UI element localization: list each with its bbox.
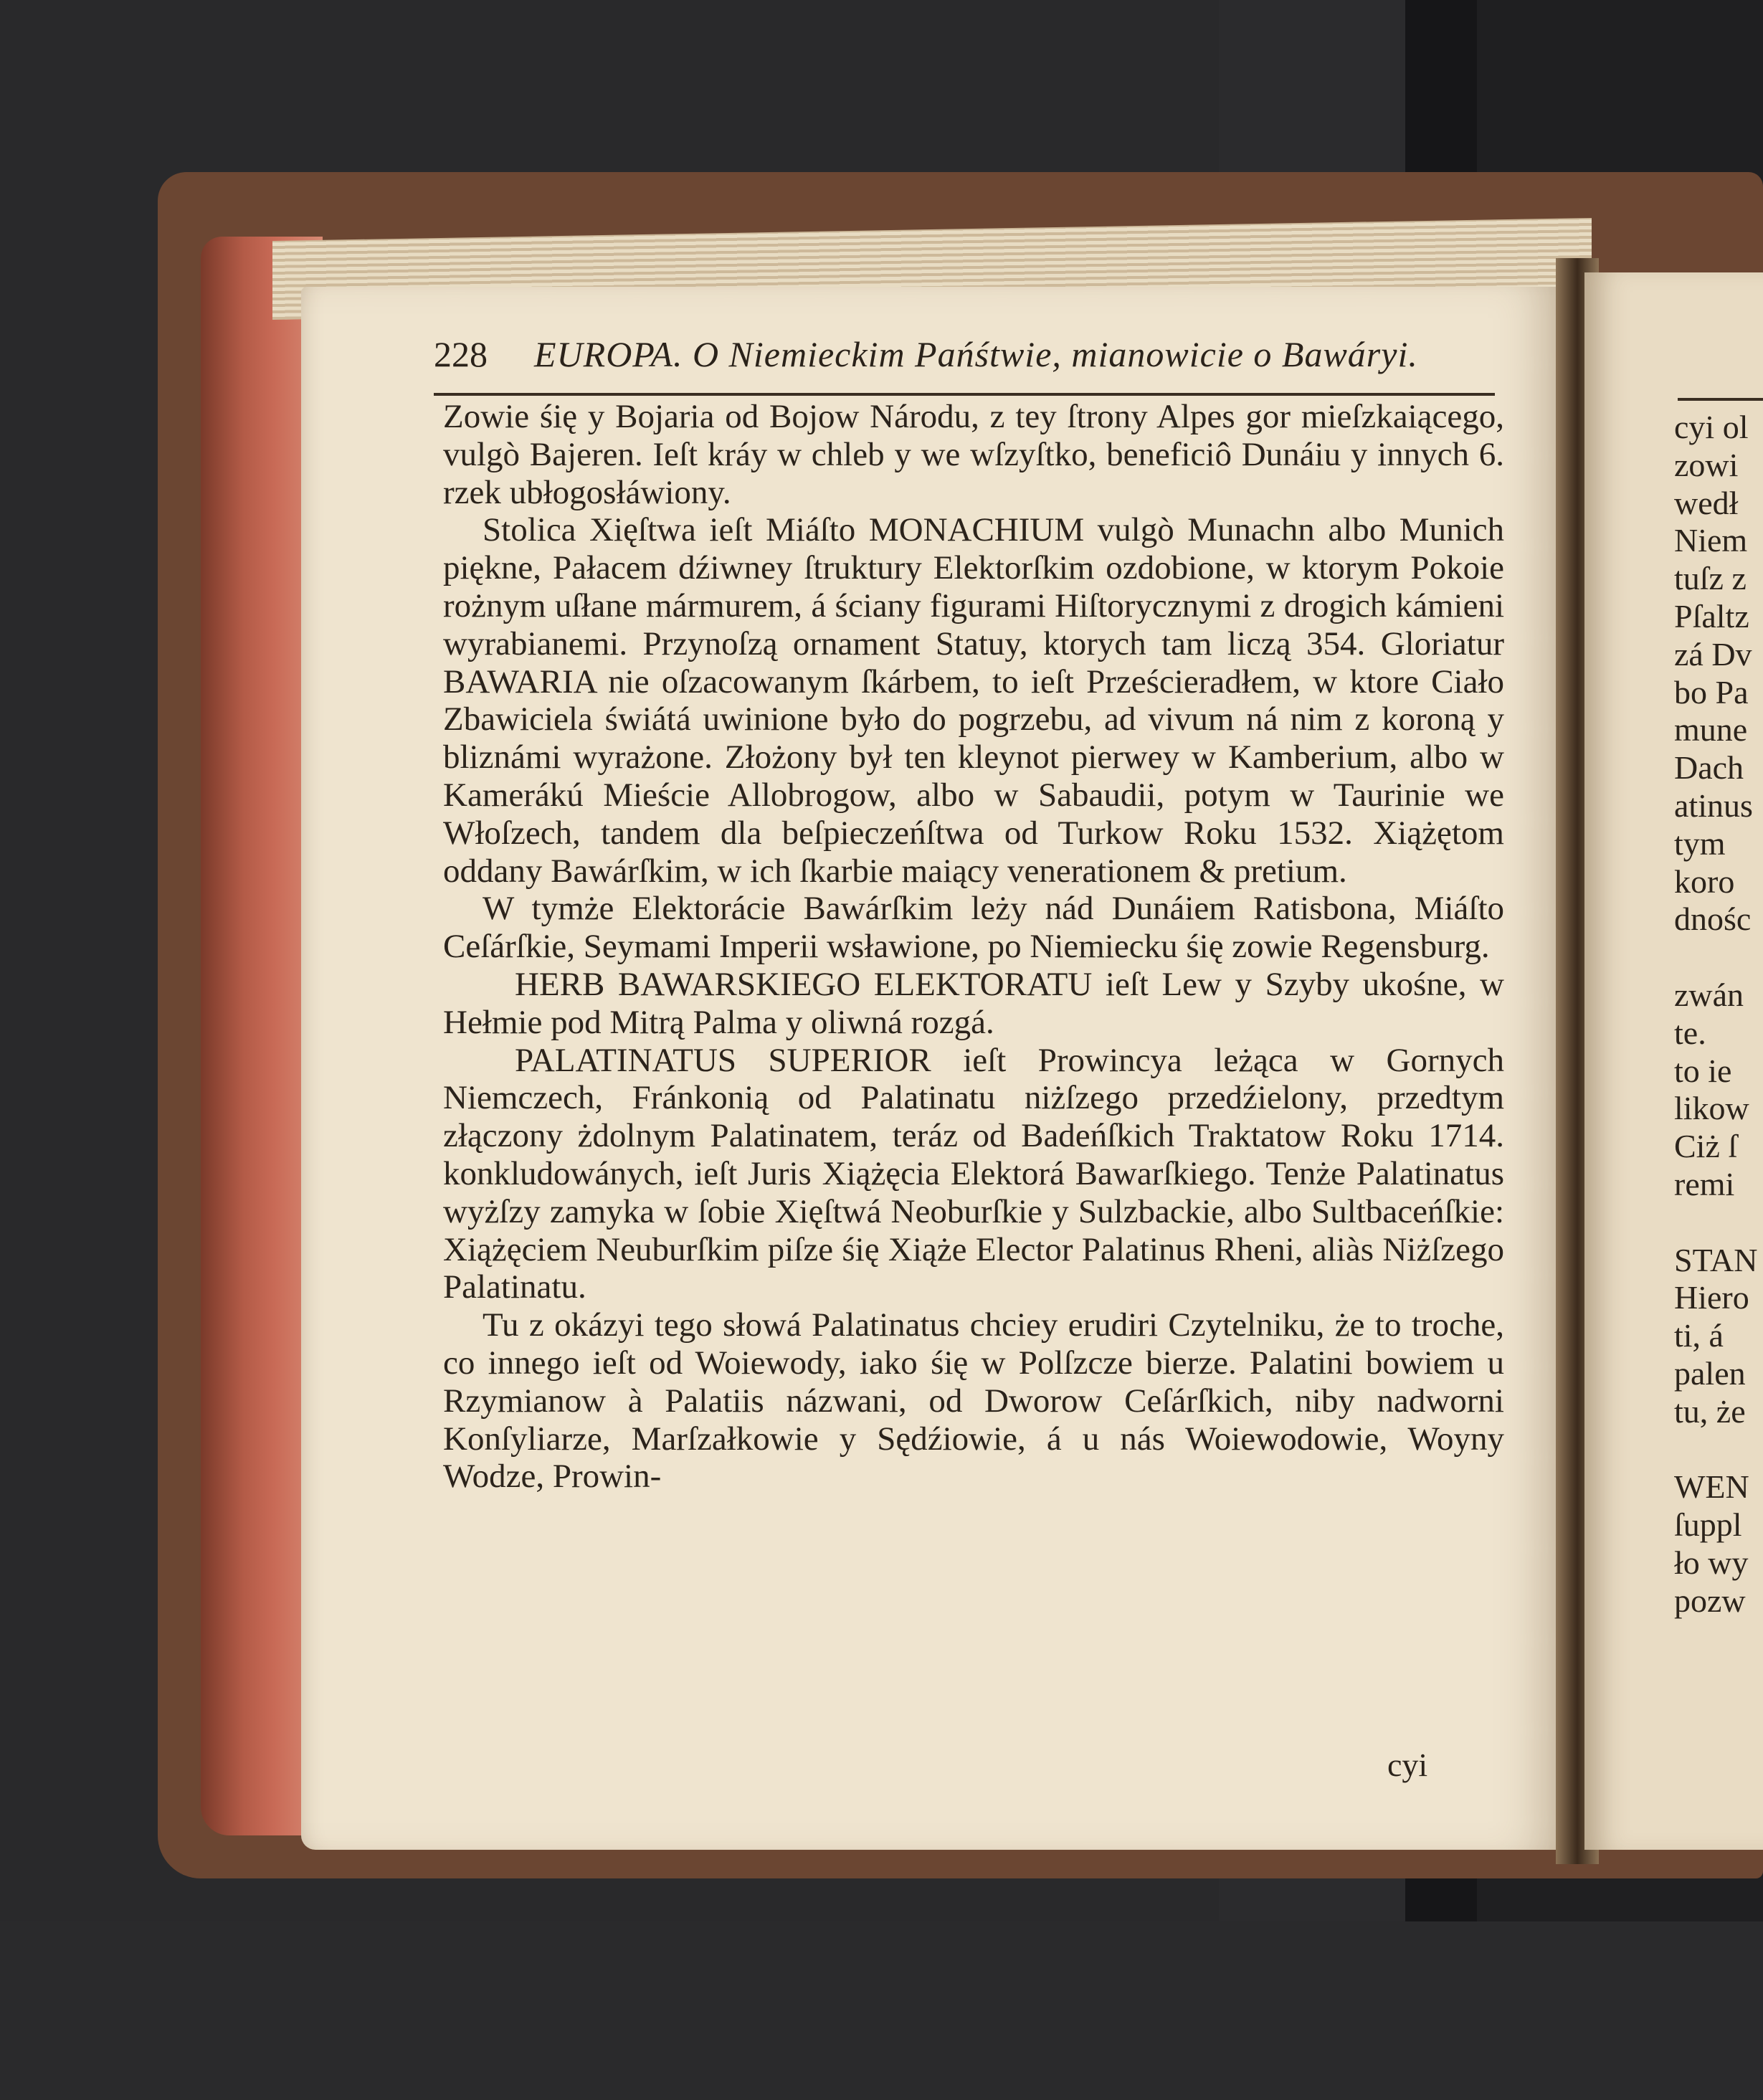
right-page-line: Pſaltz bbox=[1674, 597, 1749, 635]
right-page-line: likow bbox=[1674, 1090, 1749, 1127]
right-page-line: zwán bbox=[1674, 976, 1744, 1013]
right-page-line bbox=[1674, 1204, 1763, 1242]
right-page-line: tym bbox=[1674, 825, 1726, 862]
right-page-line: koro bbox=[1674, 863, 1735, 900]
right-page-line: zowi bbox=[1674, 446, 1739, 483]
right-page-line: Dach bbox=[1674, 749, 1744, 787]
right-page-line: ti, á bbox=[1674, 1317, 1724, 1354]
right-page-line: WEN bbox=[1674, 1468, 1749, 1506]
right-page-line: wedł bbox=[1674, 484, 1739, 521]
background-bottom bbox=[0, 1921, 1763, 2100]
right-page-line: remi bbox=[1674, 1165, 1735, 1202]
running-header bbox=[434, 333, 1531, 384]
page-number: 228 bbox=[434, 334, 488, 374]
right-page-line: STAN bbox=[1674, 1241, 1758, 1278]
right-page-line: tu, że bbox=[1674, 1392, 1746, 1430]
right-page-line: ſuppl bbox=[1674, 1506, 1742, 1544]
right-page-line: atinus bbox=[1674, 787, 1753, 824]
header-rule bbox=[434, 393, 1495, 396]
running-title: EUROPA. O Niemieckim Pańśtwie, mianowicie o Bawáryi. bbox=[534, 334, 1418, 374]
right-page-line: Ciż ſ bbox=[1674, 1128, 1738, 1165]
paragraph: Tu z okázyi tego słowá Palatinatus chciey erudiri Czytelniku, że to troche, co innego ieſt od Woiewody, iako śię w Polſzcze bierze. Palatini bowiem u Rzymianow à Palatiis názwani, od Dworow Ceſárſkich, niby nadworni Konſyliarze, Marſzałkowie y Sędźiowie, á u nás Woiewodowie, Woyny Wodze, Prowin- bbox=[443, 1306, 1504, 1496]
right-page-line: palen bbox=[1674, 1354, 1746, 1392]
right-page-line: Hiero bbox=[1674, 1279, 1749, 1316]
right-page-line: Niem bbox=[1674, 522, 1748, 559]
right-page-line: te. bbox=[1674, 1014, 1706, 1051]
right-page-line bbox=[1674, 1431, 1763, 1469]
right-page-line: pozw bbox=[1674, 1582, 1746, 1619]
right-page-line: mune bbox=[1674, 711, 1748, 749]
catchword: cyi bbox=[1387, 1747, 1428, 1783]
right-page-line: cyi ol bbox=[1674, 409, 1749, 445]
paragraph: PALATINATUS SUPERIOR ieſt Prowincya leżąca w Gornych Niemczech, Fránkonią od Palatinatu niżſzego przedźielony, przedtym złączony żdolnym Palatinatem, teráz od Badeńſkich Traktatow Roku 1714. konkludowánych, ieſt Juris Xiążęcia Elektorá Bawarſkiego. Tenże Palatinatus wyżſzy zamyka w ſobie Xięſtwá Neoburſkie y Sulzbackie, albo Sultbaceńſkie: Xiążęciem Neuburſkim piſze śię Xiąże Elector Palatinus Rheni, aliàs Niżſzego Palatinatu. bbox=[443, 1041, 1504, 1306]
right-page-line: dnośc bbox=[1674, 901, 1752, 938]
right-page-line: ło wy bbox=[1674, 1544, 1749, 1581]
right-page-line bbox=[1674, 939, 1763, 977]
right-page-text bbox=[1674, 409, 1763, 1620]
paragraph: HERB BAWARSKIEGO ELEKTORATU ieſt Lew y Szyby ukośne, w Hełmie pod Mitrą Palma y oliwná rozgá. bbox=[443, 965, 1504, 1041]
right-page-line: to ie bbox=[1674, 1052, 1732, 1089]
right-page-line: zá Dv bbox=[1674, 635, 1752, 673]
paragraph: Stolica Xięſtwa ieſt Miáſto MONACHIUM vulgò Munachn albo Munich piękne, Pałacem dźiwney ſtruktury Elektorſkim ozdobione, w ktorym Pokoie rożnym uſłane mármurem, á ściany figurami Hiſtorycznymi z drogich kámieni wyrabianemi. Przynoſzą ornament Statuy, ktorych tam liczą 354. Gloriatur BAWARIA nie oſzacowanym ſkárbem, to ieſt Prześcieradłem, w ktore Ciało Zbawiciela świátá uwinione było do pogrzebu, ad vivum ná nim z koroną y bliznámi wyrażone. Złożony był ten kleynot pierwey w Kamberium, albo w Kamerákú Mieście Allobrogow, albo w Sabaudii, potym w Taurinie we Włoſzech, tandem dla beſpieczeńſtwa od Turkow Roku 1532. Xiążętom oddany Bawárſkim, w ich ſkarbie maiący venerationem & pretium. bbox=[443, 511, 1504, 890]
paragraph: Zowie śię y Bojaria od Bojow Národu, z tey ſtrony Alpes gor mieſzkaiącego, vulgò Bajeren. Ieſt kráy w chleb y we wſzyſtko, beneficiô Dunáiu y innych 6. rzek ubłogosłáwiony. bbox=[443, 398, 1504, 511]
paragraph: W tymże Elektorácie Bawárſkim leży nád Dunáiem Ratisbona, Miáſto Ceſárſkie, Seymami Imperii wsławione, po Niemiecku śię zowie Regensburg. bbox=[443, 890, 1504, 966]
right-page-rule bbox=[1678, 398, 1763, 401]
right-page-line: bo Pa bbox=[1674, 673, 1749, 711]
page-body bbox=[443, 398, 1504, 1496]
right-page-line: tuſz z bbox=[1674, 560, 1747, 597]
